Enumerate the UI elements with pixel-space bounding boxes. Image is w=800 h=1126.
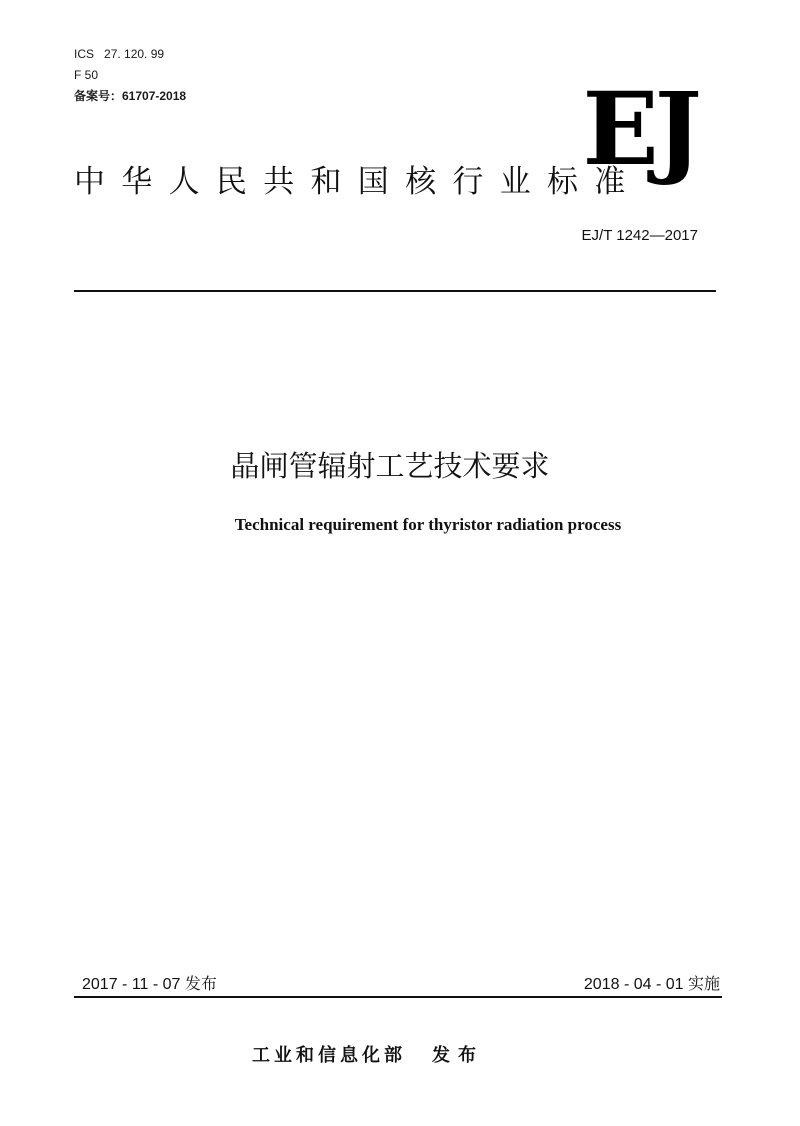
ccs-code: F 50 (74, 68, 99, 82)
ej-logo: EJ (582, 70, 698, 188)
implement-date: 2018 - 04 - 01 (583, 976, 684, 993)
ics-label: ICS (74, 47, 95, 61)
issue-date: 2017 - 11 - 07 (82, 976, 181, 993)
ics-code: 27. 120. 99 (104, 47, 165, 61)
publisher-action: 发布 (432, 1045, 484, 1066)
implement-date-line (584, 973, 720, 996)
standard-number: EJ/T 1242—2017 (581, 227, 698, 244)
publisher-name: 工业和信息化部 (252, 1045, 406, 1066)
record-number: 备案号：61707-2018 (74, 89, 187, 103)
implement-label: 实施 (687, 974, 720, 993)
issue-date-line (82, 973, 217, 996)
document-title-english: Technical requirement for thyristor radiation process (234, 515, 622, 534)
publisher-line (252, 1043, 484, 1069)
ics-row (74, 44, 186, 65)
document-title-chinese: 晶闸管辐射工艺技术要求 (230, 449, 550, 483)
header-divider (74, 290, 716, 292)
issue-label: 发布 (184, 974, 217, 993)
standard-category-title: 中华人民共和国核行业标准 (74, 164, 642, 200)
footer-divider (74, 996, 722, 998)
classification-block (74, 44, 186, 107)
